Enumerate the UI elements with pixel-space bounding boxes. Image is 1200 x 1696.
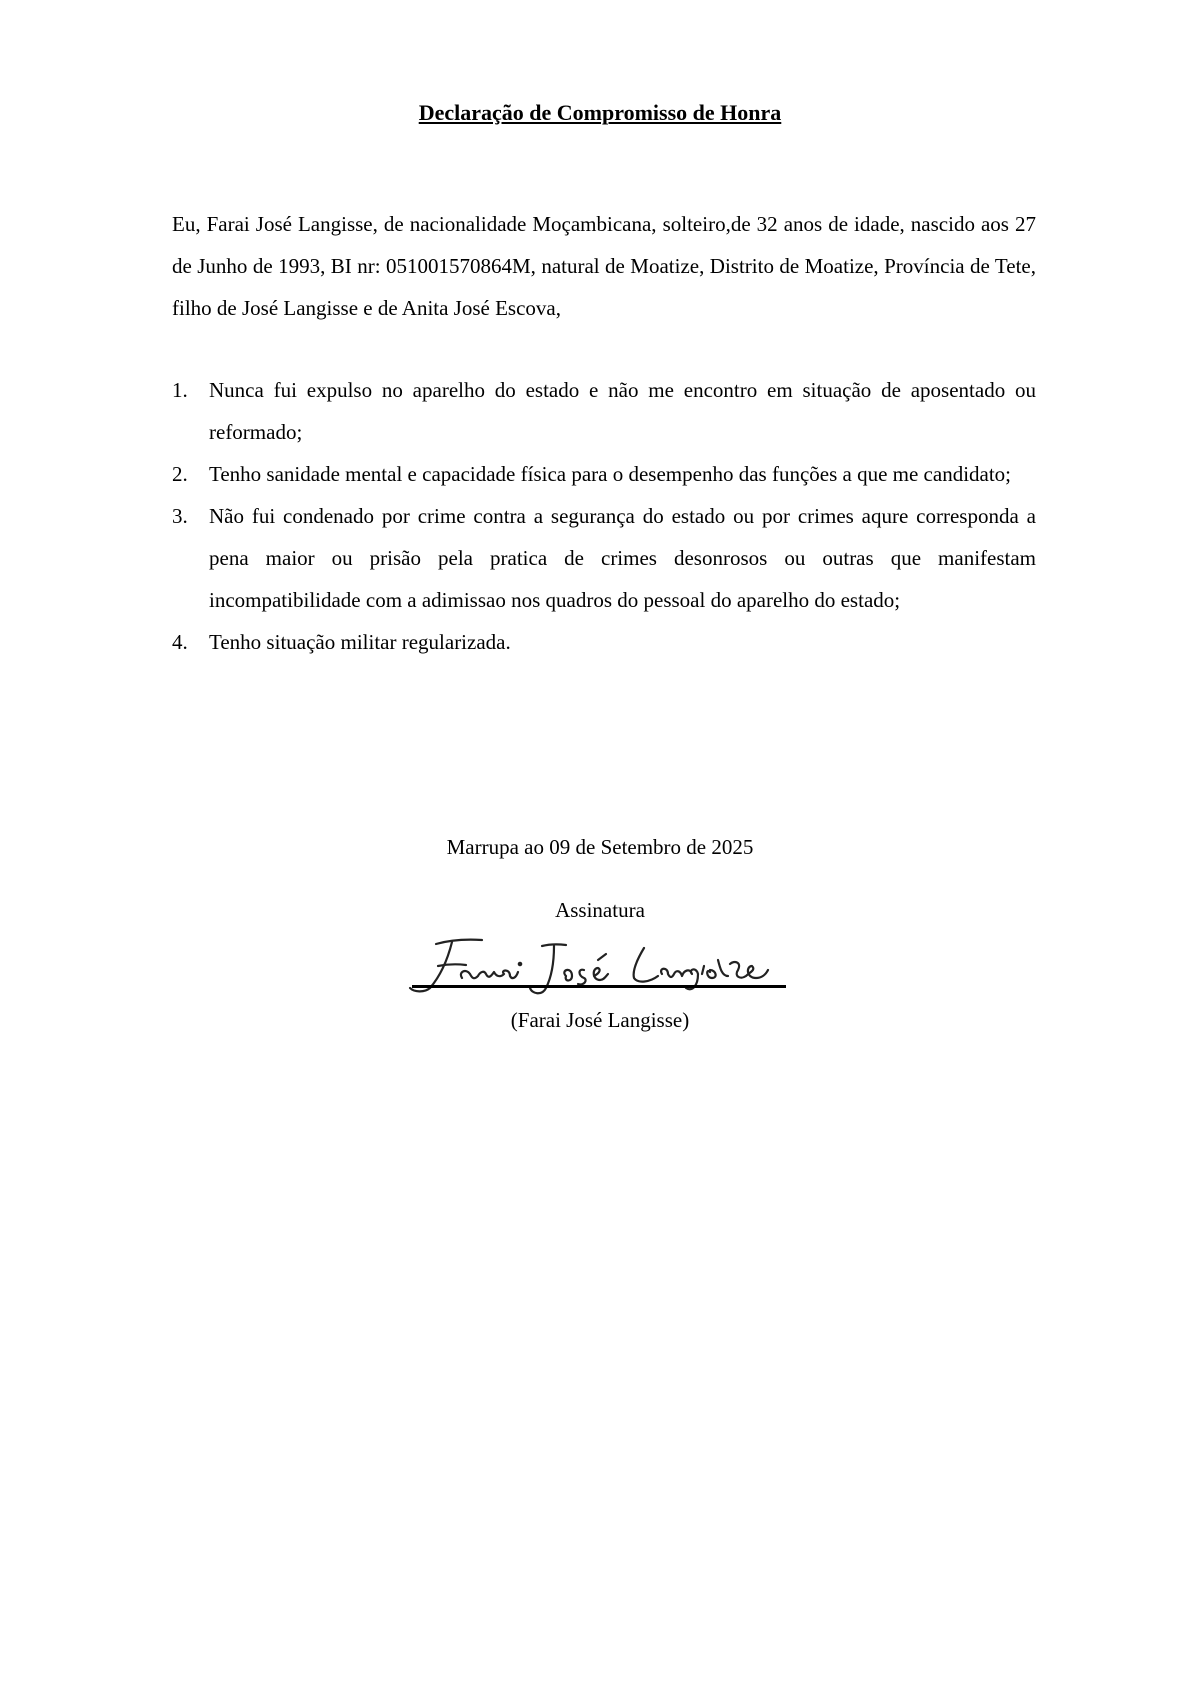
list-item-number: 3. bbox=[172, 504, 188, 528]
list-item-number: 1. bbox=[172, 378, 188, 402]
list-item bbox=[172, 621, 1036, 663]
place-and-date: Marrupa ao 09 de Setembro de 2025 bbox=[446, 835, 754, 859]
list-item-text: Tenho sanidade mental e capacidade física para o desempenho das funções a que me candidato; bbox=[209, 462, 1012, 486]
list-item-number: 4. bbox=[172, 630, 188, 654]
signature-label: Assinatura bbox=[555, 898, 645, 922]
document-title: Declaração de Compromisso de Honra bbox=[418, 100, 782, 125]
intro-paragraph: Eu, Farai José Langisse, de nacionalidade Moçambicana, solteiro,de 32 anos de idade, nascido aos 27 de Junho de 1993, BI nr: 051001570864M, natural de Moatize, Distrito de Moatize, Província de Tete, filho de José Langisse e de Anita José Escova, bbox=[172, 212, 1036, 320]
list-item-text: Não fui condenado por crime contra a segurança do estado ou por crimes aqure corresponda a pena maior ou prisão pela pratica de crimes desonrosos ou outras que manifestam incompatibilidade com a adimissao nos quadros do pessoal do aparelho do estado; bbox=[209, 504, 1036, 612]
signature-line bbox=[412, 985, 786, 988]
list-item-number: 2. bbox=[172, 462, 188, 486]
list-item-text: Nunca fui expulso no aparelho do estado e não me encontro em situação de aposentado ou reformado; bbox=[209, 378, 1036, 444]
list-item-text: Tenho situação militar regularizada. bbox=[209, 630, 511, 654]
declarations-list bbox=[172, 369, 1036, 663]
list-item bbox=[172, 369, 1036, 453]
printed-name: (Farai José Langisse) bbox=[510, 1008, 690, 1032]
list-item bbox=[172, 453, 1036, 495]
handwritten-signature bbox=[400, 930, 790, 1000]
list-item bbox=[172, 495, 1036, 621]
